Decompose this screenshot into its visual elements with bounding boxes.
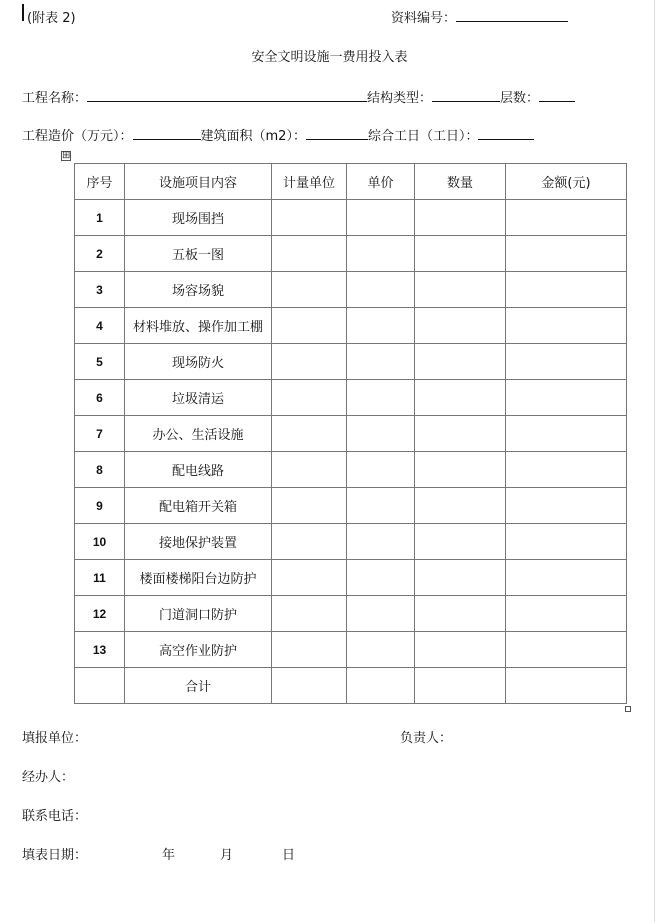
table-row xyxy=(75,236,627,272)
person-in-charge-label: 负责人： xyxy=(400,731,453,746)
row-item: 现场防火 xyxy=(125,344,272,380)
expense-table xyxy=(74,163,627,704)
handler-label: 经办人： xyxy=(22,770,75,785)
price-cell[interactable] xyxy=(347,344,415,380)
price-cell[interactable] xyxy=(347,524,415,560)
row-item: 现场围挡 xyxy=(125,200,272,236)
project-name-row xyxy=(22,87,575,106)
price-cell[interactable] xyxy=(347,200,415,236)
table-resize-handle[interactable] xyxy=(625,706,631,712)
table-row xyxy=(75,524,627,560)
text-cursor xyxy=(22,4,24,21)
qty-cell[interactable] xyxy=(415,380,506,416)
row-item: 配电线路 xyxy=(125,452,272,488)
qty-cell[interactable] xyxy=(415,452,506,488)
amount-cell[interactable] xyxy=(506,452,627,488)
price-cell[interactable] xyxy=(347,416,415,452)
table-row xyxy=(75,200,627,236)
floors-field[interactable] xyxy=(539,88,575,102)
row-no: 1 xyxy=(75,200,125,236)
amount-cell[interactable] xyxy=(506,488,627,524)
qty-cell[interactable] xyxy=(415,632,506,668)
qty-cell[interactable] xyxy=(415,524,506,560)
price-cell[interactable] xyxy=(347,380,415,416)
qty-cell[interactable] xyxy=(415,668,506,704)
row-item: 接地保护装置 xyxy=(125,524,272,560)
row-item: 五板一图 xyxy=(125,236,272,272)
date-day-label: 日 xyxy=(282,848,296,863)
row-item: 场容场貌 xyxy=(125,272,272,308)
amount-cell[interactable] xyxy=(506,236,627,272)
row-item: 办公、生活设施 xyxy=(125,416,272,452)
row-item: 配电箱开关箱 xyxy=(125,488,272,524)
price-cell[interactable] xyxy=(347,272,415,308)
table-row xyxy=(75,416,627,452)
workdays-field[interactable] xyxy=(478,126,534,140)
row-no: 3 xyxy=(75,272,125,308)
price-cell[interactable] xyxy=(347,452,415,488)
row-item: 门道洞口防护 xyxy=(125,596,272,632)
unit-cell[interactable] xyxy=(272,668,347,704)
table-row xyxy=(75,380,627,416)
unit-cell[interactable] xyxy=(272,524,347,560)
unit-cell[interactable] xyxy=(272,308,347,344)
unit-cell[interactable] xyxy=(272,416,347,452)
col-header-item: 设施项目内容 xyxy=(125,164,272,200)
building-area-field[interactable] xyxy=(306,126,368,140)
price-cell[interactable] xyxy=(347,308,415,344)
unit-cell[interactable] xyxy=(272,632,347,668)
building-area-label: 建筑面积（m2）： xyxy=(200,129,306,144)
table-row xyxy=(75,560,627,596)
col-header-no: 序号 xyxy=(75,164,125,200)
row-item: 楼面楼梯阳台边防护 xyxy=(125,560,272,596)
amount-cell[interactable] xyxy=(506,308,627,344)
total-label: 合计 xyxy=(125,668,272,704)
price-cell[interactable] xyxy=(347,596,415,632)
row-no: 12 xyxy=(75,596,125,632)
table-row xyxy=(75,452,627,488)
unit-cell[interactable] xyxy=(272,200,347,236)
qty-cell[interactable] xyxy=(415,236,506,272)
amount-cell[interactable] xyxy=(506,380,627,416)
row-no: 7 xyxy=(75,416,125,452)
row-no: 8 xyxy=(75,452,125,488)
row-no: 2 xyxy=(75,236,125,272)
amount-cell[interactable] xyxy=(506,632,627,668)
row-no: 6 xyxy=(75,380,125,416)
fill-date-label: 填表日期： xyxy=(22,848,88,863)
qty-cell[interactable] xyxy=(415,416,506,452)
structure-type-label: 结构类型： xyxy=(367,91,433,106)
row-item: 材料堆放、操作加工棚 xyxy=(125,308,272,344)
price-cell[interactable] xyxy=(347,560,415,596)
qty-cell[interactable] xyxy=(415,596,506,632)
date-month-label: 月 xyxy=(220,848,234,863)
unit-cell[interactable] xyxy=(272,488,347,524)
qty-cell[interactable] xyxy=(415,308,506,344)
table-move-handle-icon[interactable]: ⊞ xyxy=(62,150,71,161)
amount-cell[interactable] xyxy=(506,200,627,236)
amount-cell[interactable] xyxy=(506,668,627,704)
total-no-cell xyxy=(75,668,125,704)
row-no: 4 xyxy=(75,308,125,344)
table-total-row xyxy=(75,668,627,704)
amount-cell[interactable] xyxy=(506,344,627,380)
row-item: 高空作业防护 xyxy=(125,632,272,668)
table-row xyxy=(75,344,627,380)
col-header-price: 单价 xyxy=(347,164,415,200)
attachment-label: (附表 2) xyxy=(27,11,76,26)
floors-label: 层数： xyxy=(500,91,540,106)
row-no: 10 xyxy=(75,524,125,560)
page-edge xyxy=(654,0,655,922)
unit-cell[interactable] xyxy=(272,272,347,308)
date-year-label: 年 xyxy=(162,848,176,863)
unit-cell[interactable] xyxy=(272,380,347,416)
workdays-label: 综合工日（工日）： xyxy=(367,129,479,144)
row-no: 9 xyxy=(75,488,125,524)
form-title: 安全文明设施一费用投入表 xyxy=(251,50,408,65)
price-cell[interactable] xyxy=(347,668,415,704)
phone-label: 联系电话： xyxy=(22,809,88,824)
col-header-amount: 金额(元) xyxy=(506,164,627,200)
table-row xyxy=(75,272,627,308)
reporting-unit-label: 填报单位： xyxy=(22,731,88,746)
qty-cell[interactable] xyxy=(415,272,506,308)
row-no: 13 xyxy=(75,632,125,668)
doc-no-label xyxy=(391,7,568,26)
col-header-unit: 计量单位 xyxy=(272,164,347,200)
unit-cell[interactable] xyxy=(272,236,347,272)
row-no: 5 xyxy=(75,344,125,380)
unit-cell[interactable] xyxy=(272,560,347,596)
amount-cell[interactable] xyxy=(506,524,627,560)
col-header-qty: 数量 xyxy=(415,164,506,200)
qty-cell[interactable] xyxy=(415,560,506,596)
unit-cell[interactable] xyxy=(272,596,347,632)
structure-type-field[interactable] xyxy=(432,88,500,102)
project-cost-field[interactable] xyxy=(133,126,201,140)
row-no: 11 xyxy=(75,560,125,596)
unit-cell[interactable] xyxy=(272,344,347,380)
qty-cell[interactable] xyxy=(415,488,506,524)
table-row xyxy=(75,596,627,632)
table-row xyxy=(75,632,627,668)
project-name-field[interactable] xyxy=(87,88,367,102)
amount-cell[interactable] xyxy=(506,416,627,452)
unit-cell[interactable] xyxy=(272,452,347,488)
project-name-label: 工程名称： xyxy=(22,91,88,106)
table-row xyxy=(75,308,627,344)
price-cell[interactable] xyxy=(347,236,415,272)
table-header-row xyxy=(75,164,627,200)
qty-cell[interactable] xyxy=(415,344,506,380)
doc-no-label-text: 资料编号： xyxy=(391,11,457,26)
amount-cell[interactable] xyxy=(506,596,627,632)
doc-no-field[interactable] xyxy=(456,8,568,22)
row-item: 垃圾清运 xyxy=(125,380,272,416)
amount-cell[interactable] xyxy=(506,560,627,596)
price-cell[interactable] xyxy=(347,632,415,668)
amount-cell[interactable] xyxy=(506,272,627,308)
project-cost-row xyxy=(22,125,534,144)
project-cost-label: 工程造价（万元）： xyxy=(22,129,133,144)
table-row xyxy=(75,488,627,524)
price-cell[interactable] xyxy=(347,488,415,524)
qty-cell[interactable] xyxy=(415,200,506,236)
